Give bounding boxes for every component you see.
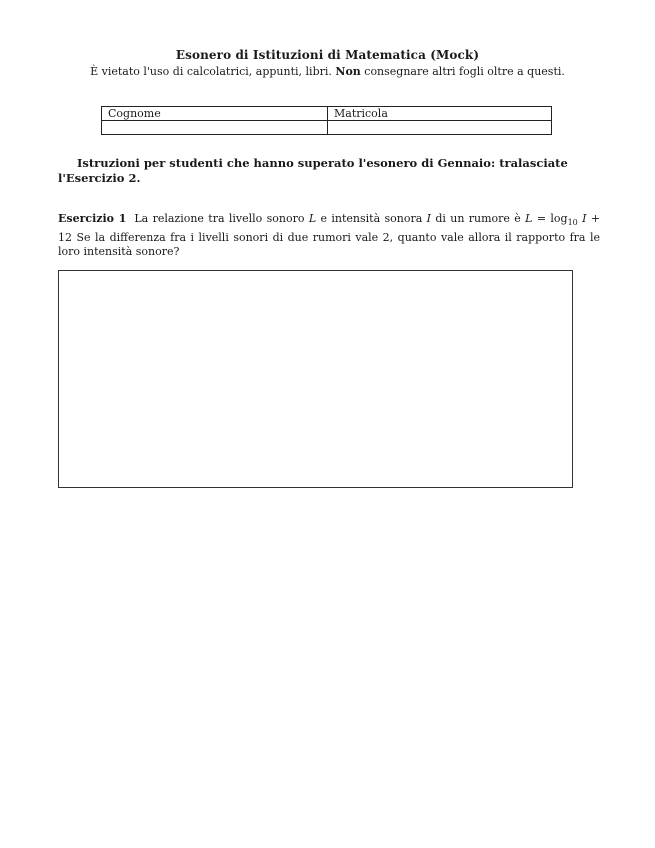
var-i: I [426, 212, 431, 225]
student-id-table [101, 106, 552, 135]
surname-field[interactable] [102, 121, 328, 135]
exercise-1-text: di un rumore è [431, 212, 526, 225]
matricola-label: Matricola [328, 107, 552, 121]
instructions: Istruzioni per studenti che hanno superato l'esonero di Gennaio: tralasciate l'Esercizio 2. [58, 156, 568, 185]
surname-label: Cognome [102, 107, 328, 121]
exercise-1-text: La relazione tra livello sonoro [134, 212, 309, 225]
rules-text-post: consegnare altri fogli oltre a questi. [360, 65, 565, 78]
formula-base: 10 [567, 218, 578, 228]
matricola-field[interactable] [328, 121, 552, 135]
exercise-1-label: Esercizio 1 [58, 212, 127, 225]
rules-text-pre: È vietato l'uso di calcolatrici, appunti, libri. [90, 65, 336, 78]
exam-title: Esonero di Istituzioni di Matematica (Mock) [175, 48, 480, 62]
var-l: L [308, 212, 317, 225]
formula-lhs: L [525, 212, 533, 225]
exercise-1 [58, 212, 600, 260]
formula-var: I [577, 212, 587, 225]
formula-log: = log [532, 212, 568, 225]
rules-text-bold: Non [335, 65, 361, 78]
exercise-1-question: Se la differenza fra i livelli sonori di due rumori vale 2, quanto vale allora il rapporto fra le loro intensità sonore? [58, 230, 600, 259]
exam-rules [0, 65, 655, 78]
answer-box[interactable] [58, 270, 573, 488]
formula-rhs: + 12 [58, 212, 601, 244]
exercise-1-text: e intensità sonora [316, 212, 427, 225]
